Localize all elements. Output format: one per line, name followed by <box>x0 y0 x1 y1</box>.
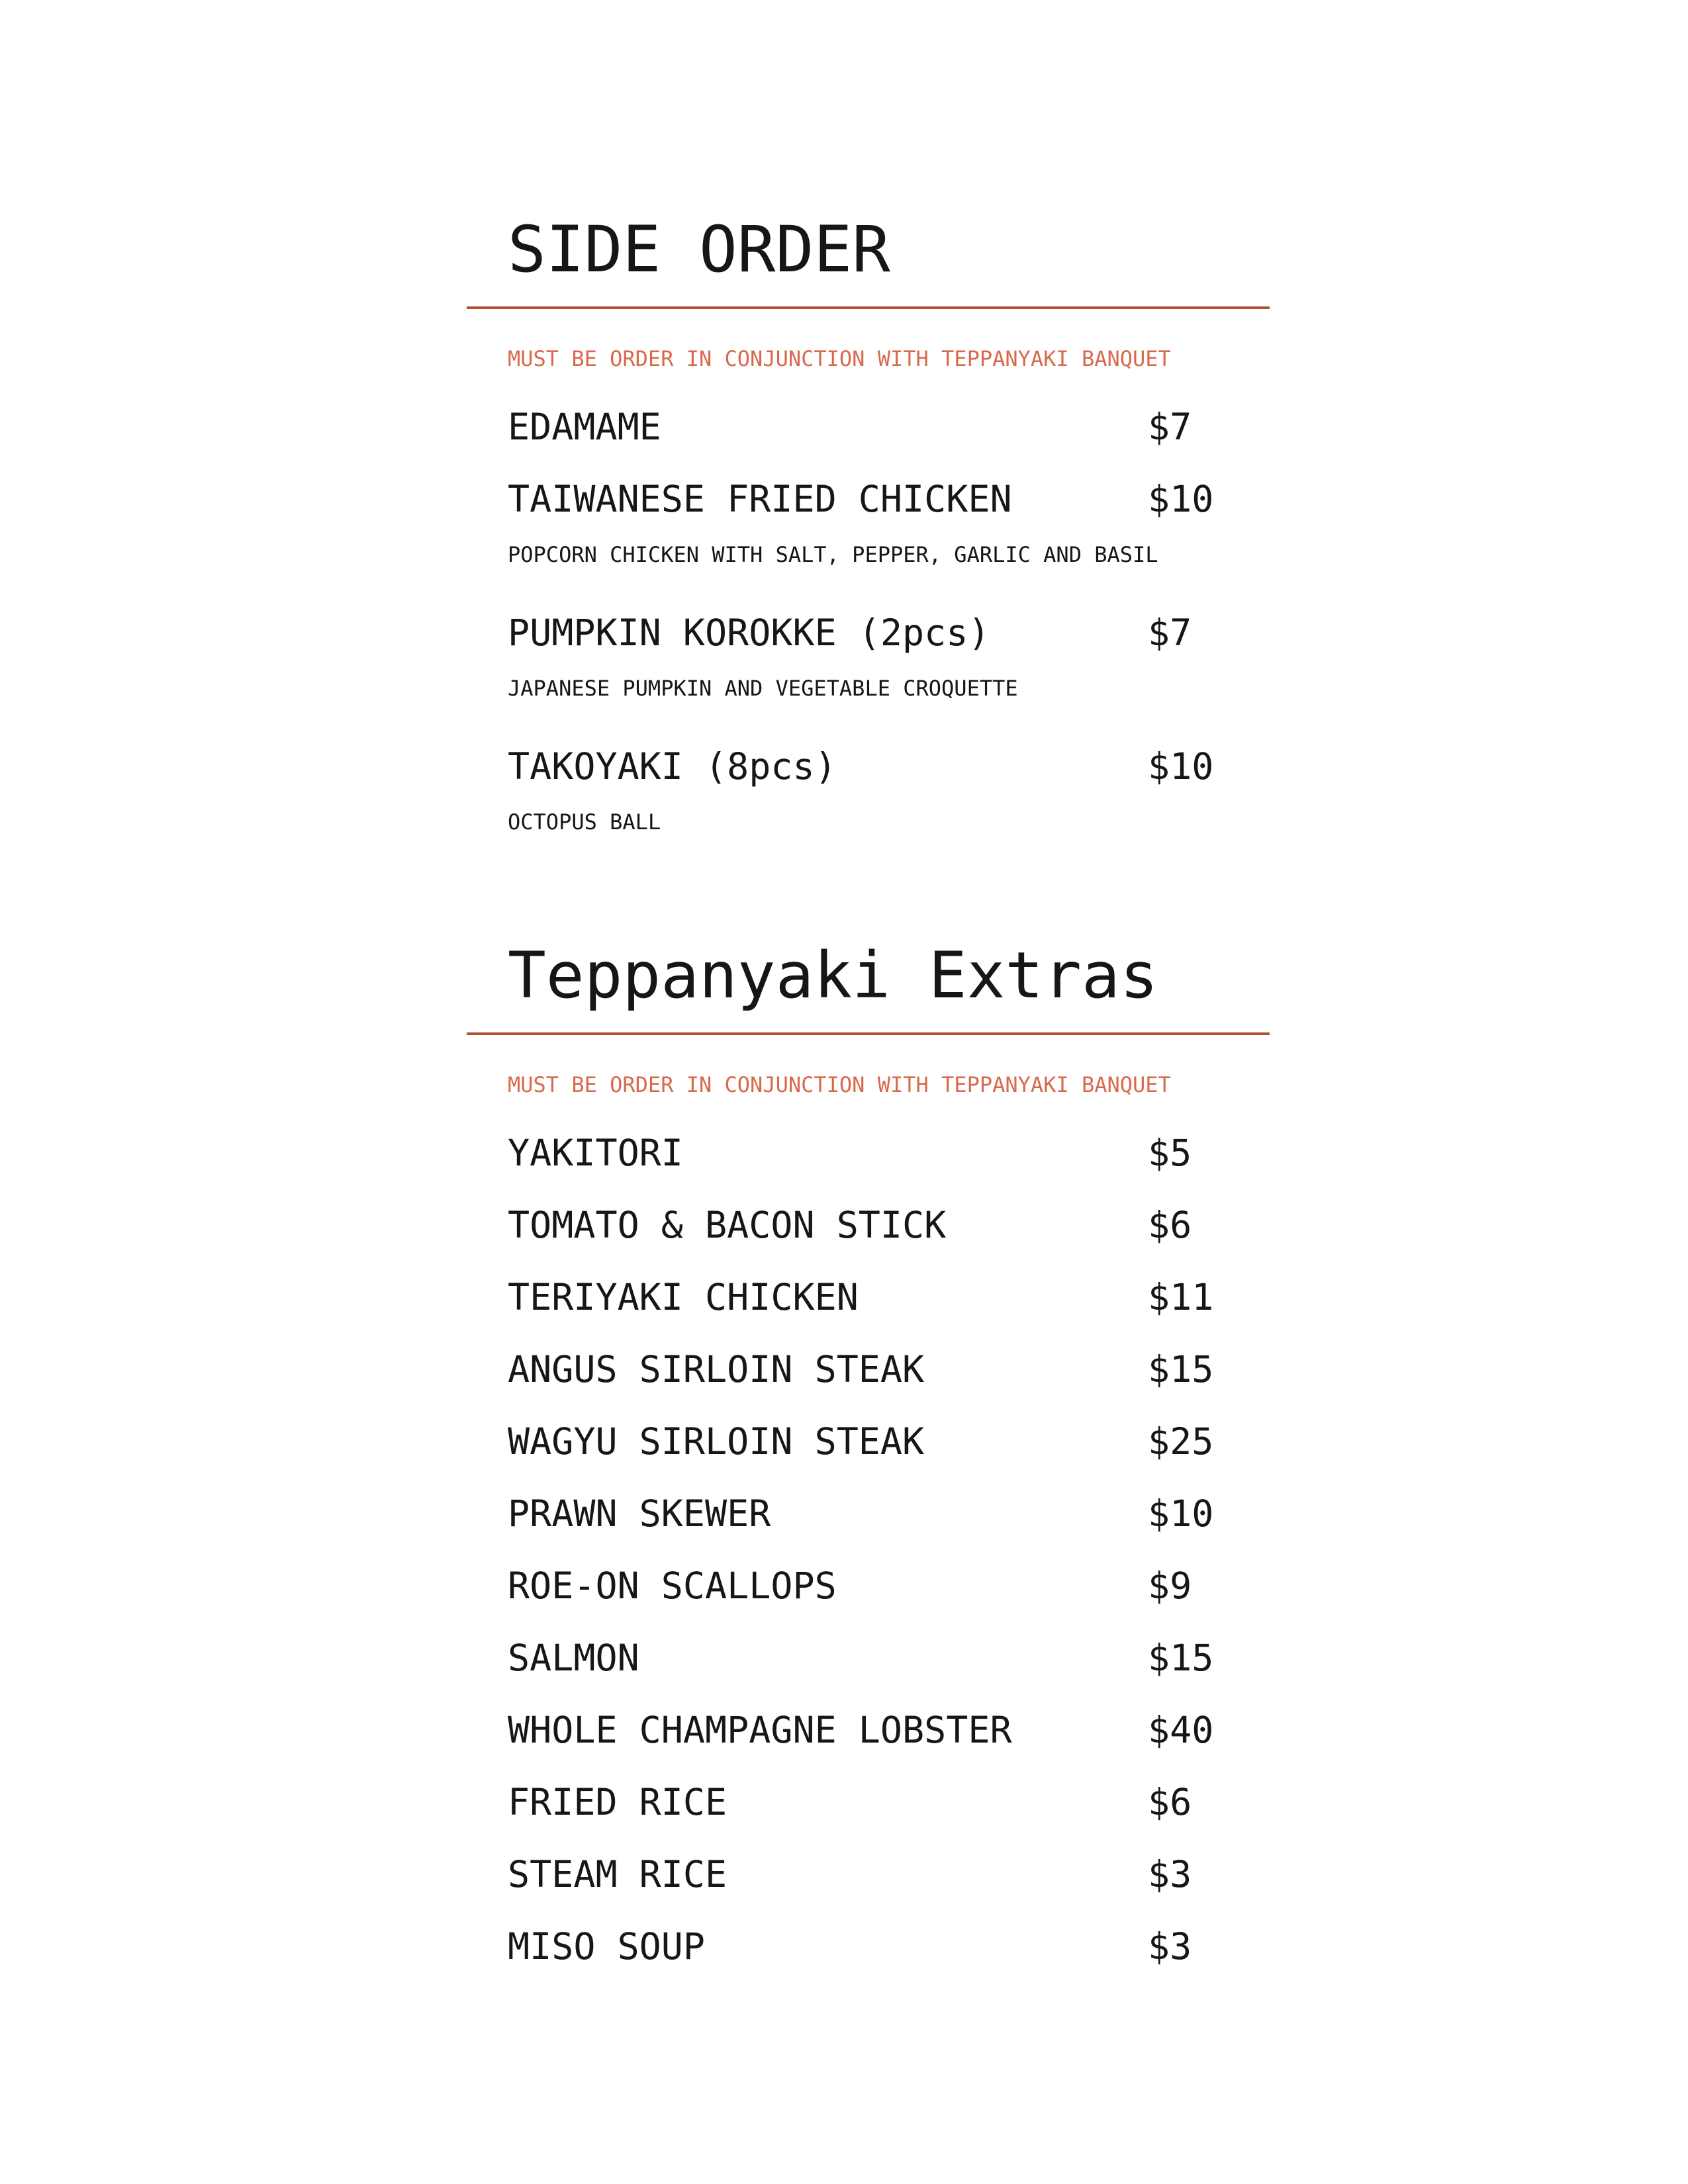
menu-item-row <box>508 1565 1270 1608</box>
menu-item-row <box>508 1204 1270 1247</box>
menu-item <box>467 1637 1270 1680</box>
menu-item <box>467 745 1270 846</box>
item-description: JAPANESE PUMPKIN AND VEGETABLE CROQUETTE <box>508 676 1018 702</box>
item-name: ANGUS SIRLOIN STEAK <box>508 1348 925 1391</box>
menu-item <box>467 1132 1270 1175</box>
menu-item <box>467 478 1270 579</box>
item-price: $6 <box>1148 1204 1192 1247</box>
menu-item-row <box>508 1781 1270 1824</box>
item-name: SALMON <box>508 1637 639 1680</box>
item-price: $25 <box>1148 1420 1214 1463</box>
menu-item-row <box>508 1637 1270 1680</box>
item-name: EDAMAME <box>508 406 661 449</box>
menu-item-row <box>508 612 1270 655</box>
menu-item <box>467 1925 1270 1968</box>
item-price: $6 <box>1148 1781 1192 1824</box>
item-name: TERIYAKI CHICKEN <box>508 1276 859 1319</box>
menu-content-column <box>467 0 1270 1968</box>
menu-item <box>467 1853 1270 1896</box>
menu-item-row <box>508 1276 1270 1319</box>
item-price: $40 <box>1148 1709 1214 1752</box>
item-price: $7 <box>1148 612 1192 655</box>
item-price: $10 <box>1148 1492 1214 1535</box>
section-title: Teppanyaki Extras <box>508 938 1158 1013</box>
item-price: $15 <box>1148 1348 1214 1391</box>
section-note: MUST BE ORDER IN CONJUNCTION WITH TEPPANYAKI BANQUET <box>508 346 1171 372</box>
item-name: FRIED RICE <box>508 1781 727 1824</box>
menu-item-list <box>467 406 1270 846</box>
section-divider-line <box>467 306 1270 309</box>
menu-item <box>467 612 1270 713</box>
item-name: TAIWANESE FRIED CHICKEN <box>508 478 1012 521</box>
section-title: SIDE ORDER <box>508 212 890 287</box>
item-name: PUMPKIN KOROKKE (2pcs) <box>508 612 990 655</box>
item-name: WHOLE CHAMPAGNE LOBSTER <box>508 1709 1012 1752</box>
menu-item-row <box>508 1853 1270 1896</box>
menu-section <box>467 938 1270 1968</box>
item-name: WAGYU SIRLOIN STEAK <box>508 1420 925 1463</box>
menu-item <box>467 1204 1270 1247</box>
menu-item <box>467 1781 1270 1824</box>
item-description: OCTOPUS BALL <box>508 809 661 835</box>
menu-item-row <box>508 1709 1270 1752</box>
item-price: $9 <box>1148 1565 1192 1608</box>
item-price: $10 <box>1148 745 1214 788</box>
item-name: STEAM RICE <box>508 1853 727 1896</box>
menu-item-row <box>508 1925 1270 1968</box>
item-price: $11 <box>1148 1276 1214 1319</box>
item-price: $3 <box>1148 1925 1192 1968</box>
item-price: $3 <box>1148 1853 1192 1896</box>
item-name: YAKITORI <box>508 1132 683 1175</box>
menu-item <box>467 1565 1270 1608</box>
item-name: MISO SOUP <box>508 1925 706 1968</box>
menu-item-row <box>508 1492 1270 1535</box>
item-name: ROE-ON SCALLOPS <box>508 1565 837 1608</box>
menu-item-row <box>508 1132 1270 1175</box>
menu-item <box>467 1348 1270 1391</box>
menu-item-list <box>467 1132 1270 1968</box>
menu-section <box>467 212 1270 846</box>
item-description: POPCORN CHICKEN WITH SALT, PEPPER, GARLIC AND BASIL <box>508 542 1158 568</box>
menu-item <box>467 1420 1270 1463</box>
item-price: $7 <box>1148 406 1192 449</box>
menu-item <box>467 1492 1270 1535</box>
menu-item <box>467 1709 1270 1752</box>
menu-item <box>467 406 1270 449</box>
section-note: MUST BE ORDER IN CONJUNCTION WITH TEPPANYAKI BANQUET <box>508 1072 1171 1098</box>
menu-item-row <box>508 1348 1270 1391</box>
item-price: $15 <box>1148 1637 1214 1680</box>
menu-item-row <box>508 745 1270 788</box>
section-divider-line <box>467 1032 1270 1035</box>
item-name: TOMATO & BACON STICK <box>508 1204 947 1247</box>
item-name: PRAWN SKEWER <box>508 1492 771 1535</box>
item-price: $5 <box>1148 1132 1192 1175</box>
item-name: TAKOYAKI (8pcs) <box>508 745 837 788</box>
menu-item <box>467 1276 1270 1319</box>
menu-item-row <box>508 478 1270 521</box>
menu-item-row <box>508 1420 1270 1463</box>
menu-item-row <box>508 406 1270 449</box>
item-price: $10 <box>1148 478 1214 521</box>
